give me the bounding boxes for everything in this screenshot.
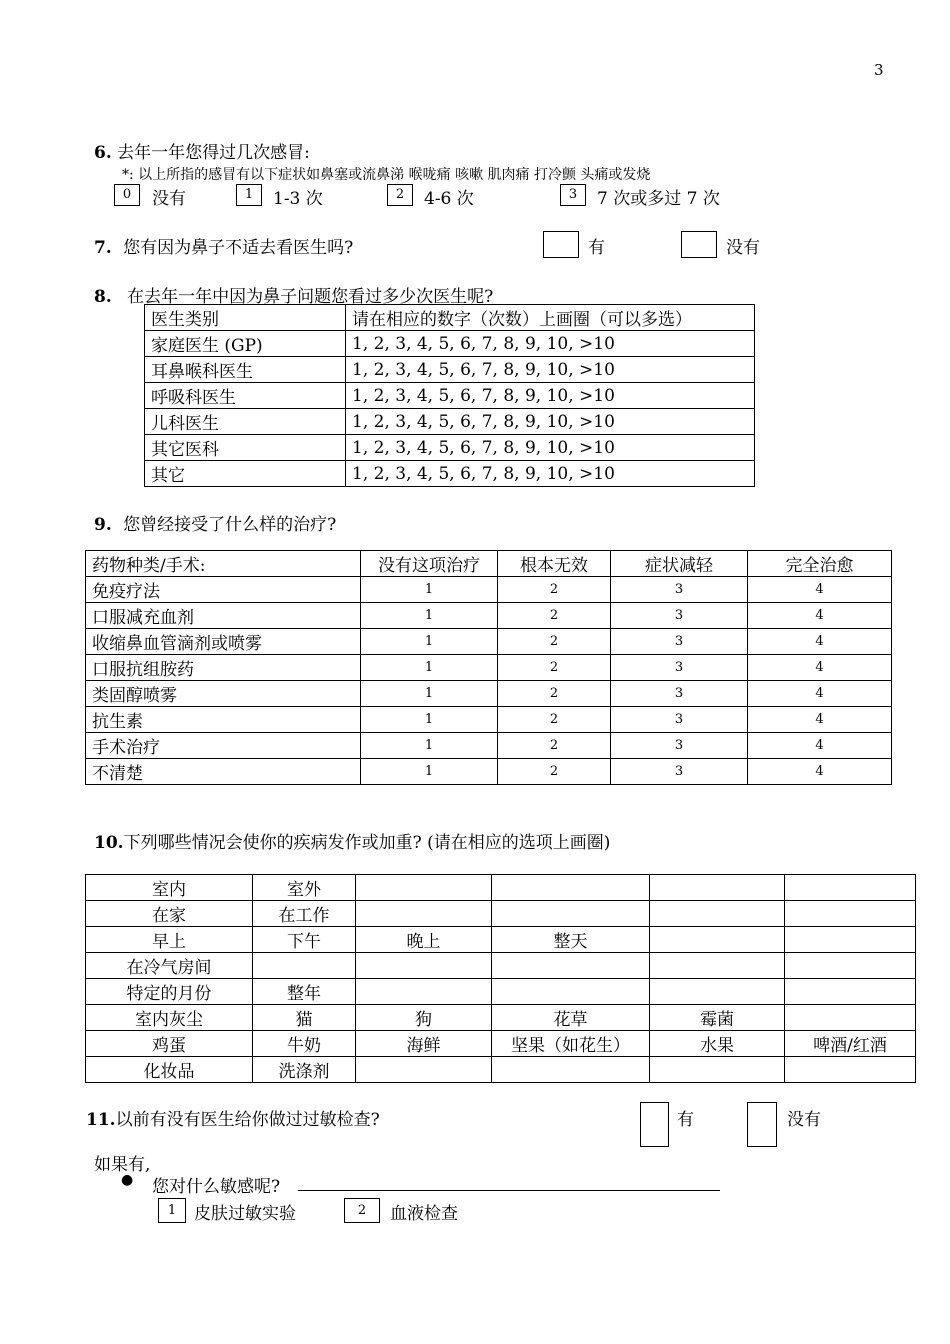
- trigger-cell[interactable]: 整年: [253, 979, 356, 1005]
- rating-cell[interactable]: 1: [361, 577, 498, 603]
- trigger-cell[interactable]: 晚上: [356, 927, 492, 953]
- trigger-cell[interactable]: [785, 875, 916, 901]
- trigger-cell[interactable]: 室外: [253, 875, 356, 901]
- rating-cell[interactable]: 3: [611, 655, 748, 681]
- trigger-cell[interactable]: [356, 901, 492, 927]
- treatment-name-cell: 收缩鼻血管滴剂或喷雾: [86, 629, 361, 655]
- table-row: [86, 901, 916, 927]
- rating-cell[interactable]: 1: [361, 603, 498, 629]
- table-row: [86, 875, 916, 901]
- rating-cell[interactable]: 1: [361, 629, 498, 655]
- q11-if-yes-text: 如果有,: [94, 1155, 151, 1175]
- trigger-cell[interactable]: [785, 1005, 916, 1031]
- q11-sensitive-prompt: 您对什么敏感呢?: [152, 1177, 281, 1197]
- q7-no-label: 没有: [726, 238, 760, 258]
- rating-cell[interactable]: 3: [611, 603, 748, 629]
- trigger-cell[interactable]: [492, 901, 650, 927]
- table-row: [86, 759, 892, 785]
- q6-option-0-label: 没有: [152, 189, 186, 209]
- q6-option-2-label: 4-6 次: [424, 189, 474, 209]
- q7-no-checkbox[interactable]: [681, 231, 717, 258]
- rating-cell[interactable]: 3: [611, 759, 748, 785]
- trigger-cell[interactable]: [492, 979, 650, 1005]
- doctor-type-cell: 其它: [145, 461, 346, 487]
- table-row: [86, 953, 916, 979]
- q6-option-3-box[interactable]: 3: [560, 184, 586, 206]
- rating-cell[interactable]: 4: [748, 577, 892, 603]
- rating-cell[interactable]: 3: [611, 681, 748, 707]
- rating-cell[interactable]: 4: [748, 629, 892, 655]
- rating-cell[interactable]: 1: [361, 707, 498, 733]
- q11-number: 11.: [86, 1110, 116, 1130]
- trigger-cell[interactable]: 牛奶: [253, 1031, 356, 1057]
- visit-count-cell[interactable]: 1, 2, 3, 4, 5, 6, 7, 8, 9, 10, >10: [346, 357, 755, 383]
- trigger-cell[interactable]: [356, 1057, 492, 1083]
- header-cell: 症状减轻: [611, 551, 748, 577]
- doctor-type-cell: 其它医科: [145, 435, 346, 461]
- q8-doctor-visits-table: [144, 304, 755, 487]
- doctor-type-cell: 呼吸科医生: [145, 383, 346, 409]
- rating-cell[interactable]: 2: [498, 603, 611, 629]
- trigger-cell[interactable]: 室内灰尘: [86, 1005, 253, 1031]
- rating-cell[interactable]: 3: [611, 577, 748, 603]
- trigger-cell[interactable]: 霉菌: [650, 1005, 785, 1031]
- trigger-cell[interactable]: [650, 953, 785, 979]
- table-row: [86, 1057, 916, 1083]
- trigger-cell[interactable]: [650, 927, 785, 953]
- treatment-name-cell: 口服减充血剂: [86, 603, 361, 629]
- rating-cell[interactable]: 2: [498, 681, 611, 707]
- q6-title: 去年一年您得过几次感冒:: [117, 143, 310, 163]
- header-cell: 药物种类/手术:: [86, 551, 361, 577]
- table-row: [145, 331, 755, 357]
- q10-heading: [94, 828, 610, 853]
- rating-cell[interactable]: 1: [361, 681, 498, 707]
- header-cell: 请在相应的数字（次数）上画圈（可以多选）: [346, 305, 755, 331]
- rating-cell[interactable]: 3: [611, 733, 748, 759]
- doctor-type-cell: 耳鼻喉科医生: [145, 357, 346, 383]
- bullet-icon: ●: [121, 1172, 134, 1188]
- table-row: [145, 461, 755, 487]
- rating-cell[interactable]: 2: [498, 577, 611, 603]
- rating-cell[interactable]: 4: [748, 733, 892, 759]
- rating-cell[interactable]: 3: [611, 707, 748, 733]
- visit-count-cell[interactable]: 1, 2, 3, 4, 5, 6, 7, 8, 9, 10, >10: [346, 435, 755, 461]
- trigger-cell[interactable]: [785, 901, 916, 927]
- q10-trigger-table: [85, 874, 916, 1083]
- page-number: 3: [874, 61, 884, 79]
- treatment-name-cell: 类固醇喷雾: [86, 681, 361, 707]
- trigger-cell[interactable]: 在家: [86, 901, 253, 927]
- q11-yes-label: 有: [677, 1110, 694, 1130]
- q6-option-1-box[interactable]: 1: [236, 184, 262, 206]
- q8-title: 在去年一年中因为鼻子问题您看过多少次医生呢?: [127, 287, 494, 307]
- rating-cell[interactable]: 4: [748, 759, 892, 785]
- table-row: [86, 1031, 916, 1057]
- trigger-cell[interactable]: [253, 953, 356, 979]
- trigger-cell[interactable]: [356, 979, 492, 1005]
- q11-no-checkbox[interactable]: [747, 1102, 777, 1147]
- trigger-cell[interactable]: 特定的月份: [86, 979, 253, 1005]
- trigger-cell[interactable]: [492, 875, 650, 901]
- rating-cell[interactable]: 1: [361, 655, 498, 681]
- q11-no-label: 没有: [787, 1110, 821, 1130]
- q9-heading: [94, 510, 336, 535]
- q10-number: 10.: [94, 833, 124, 853]
- sensitive-answer-line[interactable]: [298, 1190, 720, 1191]
- q11-title: 以前有没有医生给你做过过敏检查?: [115, 1110, 380, 1130]
- trigger-cell[interactable]: 整天: [492, 927, 650, 953]
- treatment-name-cell: 手术治疗: [86, 733, 361, 759]
- q11-heading: [86, 1105, 380, 1130]
- trigger-cell[interactable]: [650, 875, 785, 901]
- visit-count-cell[interactable]: 1, 2, 3, 4, 5, 6, 7, 8, 9, 10, >10: [346, 461, 755, 487]
- q7-heading: [94, 233, 353, 258]
- header-cell: 根本无效: [498, 551, 611, 577]
- rating-cell[interactable]: 4: [748, 603, 892, 629]
- table-header-row: [145, 305, 755, 331]
- trigger-cell[interactable]: 早上: [86, 927, 253, 953]
- visit-count-cell[interactable]: 1, 2, 3, 4, 5, 6, 7, 8, 9, 10, >10: [346, 409, 755, 435]
- q6-heading: [94, 138, 310, 163]
- table-row: [145, 357, 755, 383]
- q6-option-2-box[interactable]: 2: [387, 184, 413, 206]
- q6-option-3-label: 7 次或多过 7 次: [597, 189, 720, 209]
- trigger-cell[interactable]: [492, 953, 650, 979]
- header-cell: 完全治愈: [748, 551, 892, 577]
- trigger-cell[interactable]: 室内: [86, 875, 253, 901]
- q9-number: 9.: [94, 515, 112, 535]
- q7-yes-checkbox[interactable]: [543, 231, 579, 258]
- trigger-cell[interactable]: [356, 953, 492, 979]
- trigger-cell[interactable]: 水果: [650, 1031, 785, 1057]
- rating-cell[interactable]: 2: [498, 707, 611, 733]
- rating-cell[interactable]: 2: [498, 629, 611, 655]
- trigger-cell[interactable]: 化妆品: [86, 1057, 253, 1083]
- trigger-cell[interactable]: 海鲜: [356, 1031, 492, 1057]
- table-row: [145, 435, 755, 461]
- trigger-cell[interactable]: 下午: [253, 927, 356, 953]
- q11-option-1-label: 皮肤过敏实验: [194, 1204, 296, 1224]
- q6-note: *: 以上所指的感冒有以下症状如鼻塞或流鼻涕 喉咙痛 咳嗽 肌肉痛 打冷颤 头痛或发烧: [122, 167, 651, 183]
- table-row: [145, 383, 755, 409]
- doctor-type-cell: 儿科医生: [145, 409, 346, 435]
- q11-yes-checkbox[interactable]: [640, 1102, 669, 1147]
- rating-cell[interactable]: 3: [611, 629, 748, 655]
- table-row: [145, 409, 755, 435]
- trigger-cell[interactable]: 狗: [356, 1005, 492, 1031]
- q6-number: 6.: [94, 143, 112, 163]
- table-row: [86, 733, 892, 759]
- table-row: [86, 681, 892, 707]
- trigger-cell[interactable]: 猫: [253, 1005, 356, 1031]
- rating-cell[interactable]: 4: [748, 681, 892, 707]
- trigger-cell[interactable]: 洗涤剂: [253, 1057, 356, 1083]
- table-row: [86, 1005, 916, 1031]
- rating-cell[interactable]: 1: [361, 759, 498, 785]
- trigger-cell[interactable]: 坚果（如花生）: [492, 1031, 650, 1057]
- q9-treatment-table: [85, 550, 892, 785]
- table-row: [86, 655, 892, 681]
- trigger-cell[interactable]: [356, 875, 492, 901]
- table-row: [86, 577, 892, 603]
- trigger-cell[interactable]: 在冷气房间: [86, 953, 253, 979]
- table-row: [86, 629, 892, 655]
- q7-number: 7.: [94, 238, 112, 258]
- visit-count-cell[interactable]: 1, 2, 3, 4, 5, 6, 7, 8, 9, 10, >10: [346, 331, 755, 357]
- trigger-cell[interactable]: [785, 953, 916, 979]
- table-row: [86, 603, 892, 629]
- trigger-cell[interactable]: 花草: [492, 1005, 650, 1031]
- visit-count-cell[interactable]: 1, 2, 3, 4, 5, 6, 7, 8, 9, 10, >10: [346, 383, 755, 409]
- trigger-cell[interactable]: [492, 1057, 650, 1083]
- q11-option-2-box[interactable]: 2: [344, 1198, 380, 1223]
- header-cell: 没有这项治疗: [361, 551, 498, 577]
- trigger-cell[interactable]: [650, 979, 785, 1005]
- q6-option-0-box[interactable]: 0: [114, 184, 140, 206]
- q8-number: 8.: [94, 287, 112, 307]
- trigger-cell[interactable]: [785, 979, 916, 1005]
- trigger-cell[interactable]: 鸡蛋: [86, 1031, 253, 1057]
- table-header-row: [86, 551, 892, 577]
- trigger-cell[interactable]: [650, 901, 785, 927]
- trigger-cell[interactable]: 在工作: [253, 901, 356, 927]
- q9-title: 您曾经接受了什么样的治疗?: [123, 515, 337, 535]
- doctor-type-cell: 家庭医生 (GP): [145, 331, 346, 357]
- trigger-cell[interactable]: [650, 1057, 785, 1083]
- trigger-cell[interactable]: [785, 1057, 916, 1083]
- rating-cell[interactable]: 4: [748, 655, 892, 681]
- trigger-cell[interactable]: [785, 927, 916, 953]
- rating-cell[interactable]: 4: [748, 707, 892, 733]
- treatment-name-cell: 不清楚: [86, 759, 361, 785]
- q7-yes-label: 有: [588, 238, 605, 258]
- treatment-name-cell: 口服抗组胺药: [86, 655, 361, 681]
- treatment-name-cell: 抗生素: [86, 707, 361, 733]
- q7-title: 您有因为鼻子不适去看医生吗?: [123, 238, 354, 258]
- header-cell: 医生类别: [145, 305, 346, 331]
- rating-cell[interactable]: 2: [498, 655, 611, 681]
- q11-option-2-label: 血液检查: [390, 1204, 458, 1224]
- rating-cell[interactable]: 1: [361, 733, 498, 759]
- rating-cell[interactable]: 2: [498, 759, 611, 785]
- q11-option-1-box[interactable]: 1: [158, 1198, 186, 1223]
- rating-cell[interactable]: 2: [498, 733, 611, 759]
- table-row: [86, 707, 892, 733]
- table-row: [86, 927, 916, 953]
- treatment-name-cell: 免疫疗法: [86, 577, 361, 603]
- q6-option-1-label: 1-3 次: [273, 189, 323, 209]
- table-row: [86, 979, 916, 1005]
- q10-title: 下列哪些情况会使你的疾病发作或加重? (请在相应的选项上画圈): [123, 833, 611, 853]
- trigger-cell[interactable]: 啤酒/红酒: [785, 1031, 916, 1057]
